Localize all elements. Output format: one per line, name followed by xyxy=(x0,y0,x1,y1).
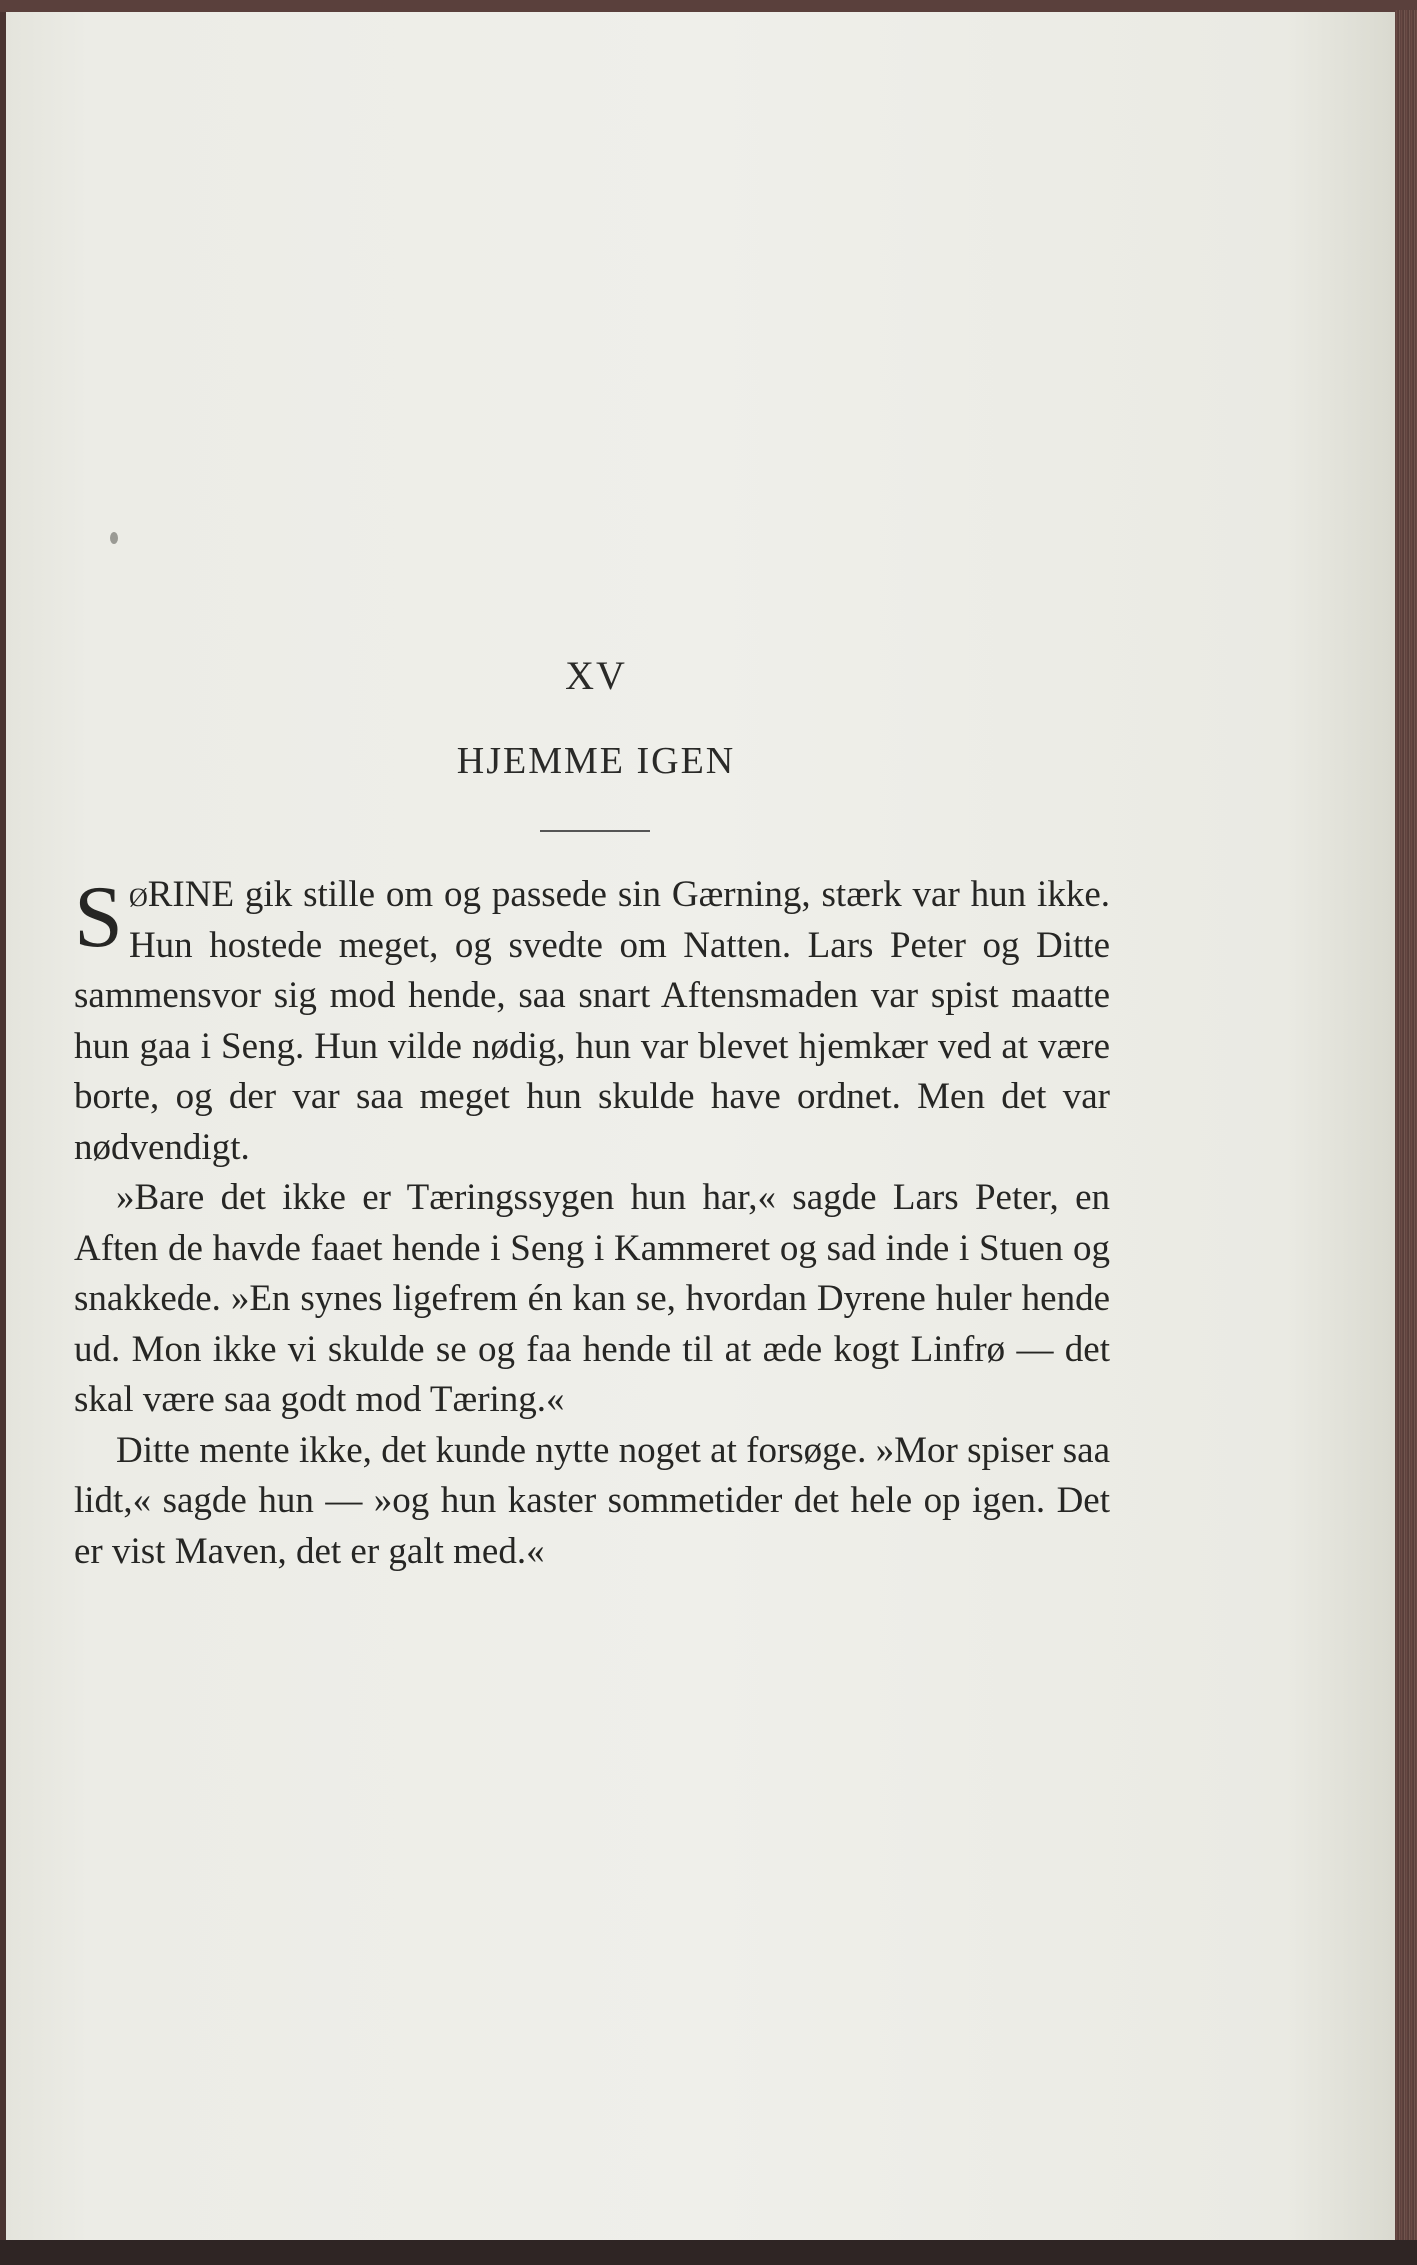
title-divider xyxy=(540,830,650,832)
drop-cap: S xyxy=(74,869,123,966)
scan-top-border xyxy=(0,0,1417,12)
page-sheet xyxy=(6,12,1398,2240)
book-page-edges xyxy=(1395,10,1417,2245)
paragraph-2: »Bare det ikke er Tæringssygen hun har,« sagde Lars Peter, en Aften de havde faaet hende i Seng i Kammeret og sad inde i Stuen og snakkede. »En synes ligefrem én kan se, hvordan Dyrene huler hende ud. Mon ikke vi skulde se og faa hende til at æde kogt Linfrø — det skal være saa godt mod Tæring.« xyxy=(74,1177,1110,1420)
scan-bottom-border xyxy=(0,2240,1417,2265)
paragraph-3: Ditte mente ikke, det kunde nytte noget at forsøge. »Mor spiser saa lidt,« sagde hun — »og hun kaster sommetider det hele op igen. Det er vist Maven, det er galt med.« xyxy=(74,1429,1110,1572)
body-text xyxy=(74,870,1110,1577)
chapter-title: HJEMME IGEN xyxy=(456,740,736,782)
chapter-number: XV xyxy=(565,653,627,698)
paragraph-1-text: gik stille om og passede sin Gærning, stærk var hun ikke. Hun hostede meget, og svedte om Natten. Lars Peter og Ditte sammensvor sig mod hende, saa snart Aftensmaden var spist maatte hun gaa i Seng. Hun vilde nødig, hun var blevet hjemkær ved at være borte, og der var saa meget hun skulde have ordnet. Men det var nødvendigt. xyxy=(74,874,1110,1168)
paragraph-1 xyxy=(74,870,1110,1173)
small-caps-name: øRINE xyxy=(128,874,235,915)
paper-speck xyxy=(110,532,118,544)
